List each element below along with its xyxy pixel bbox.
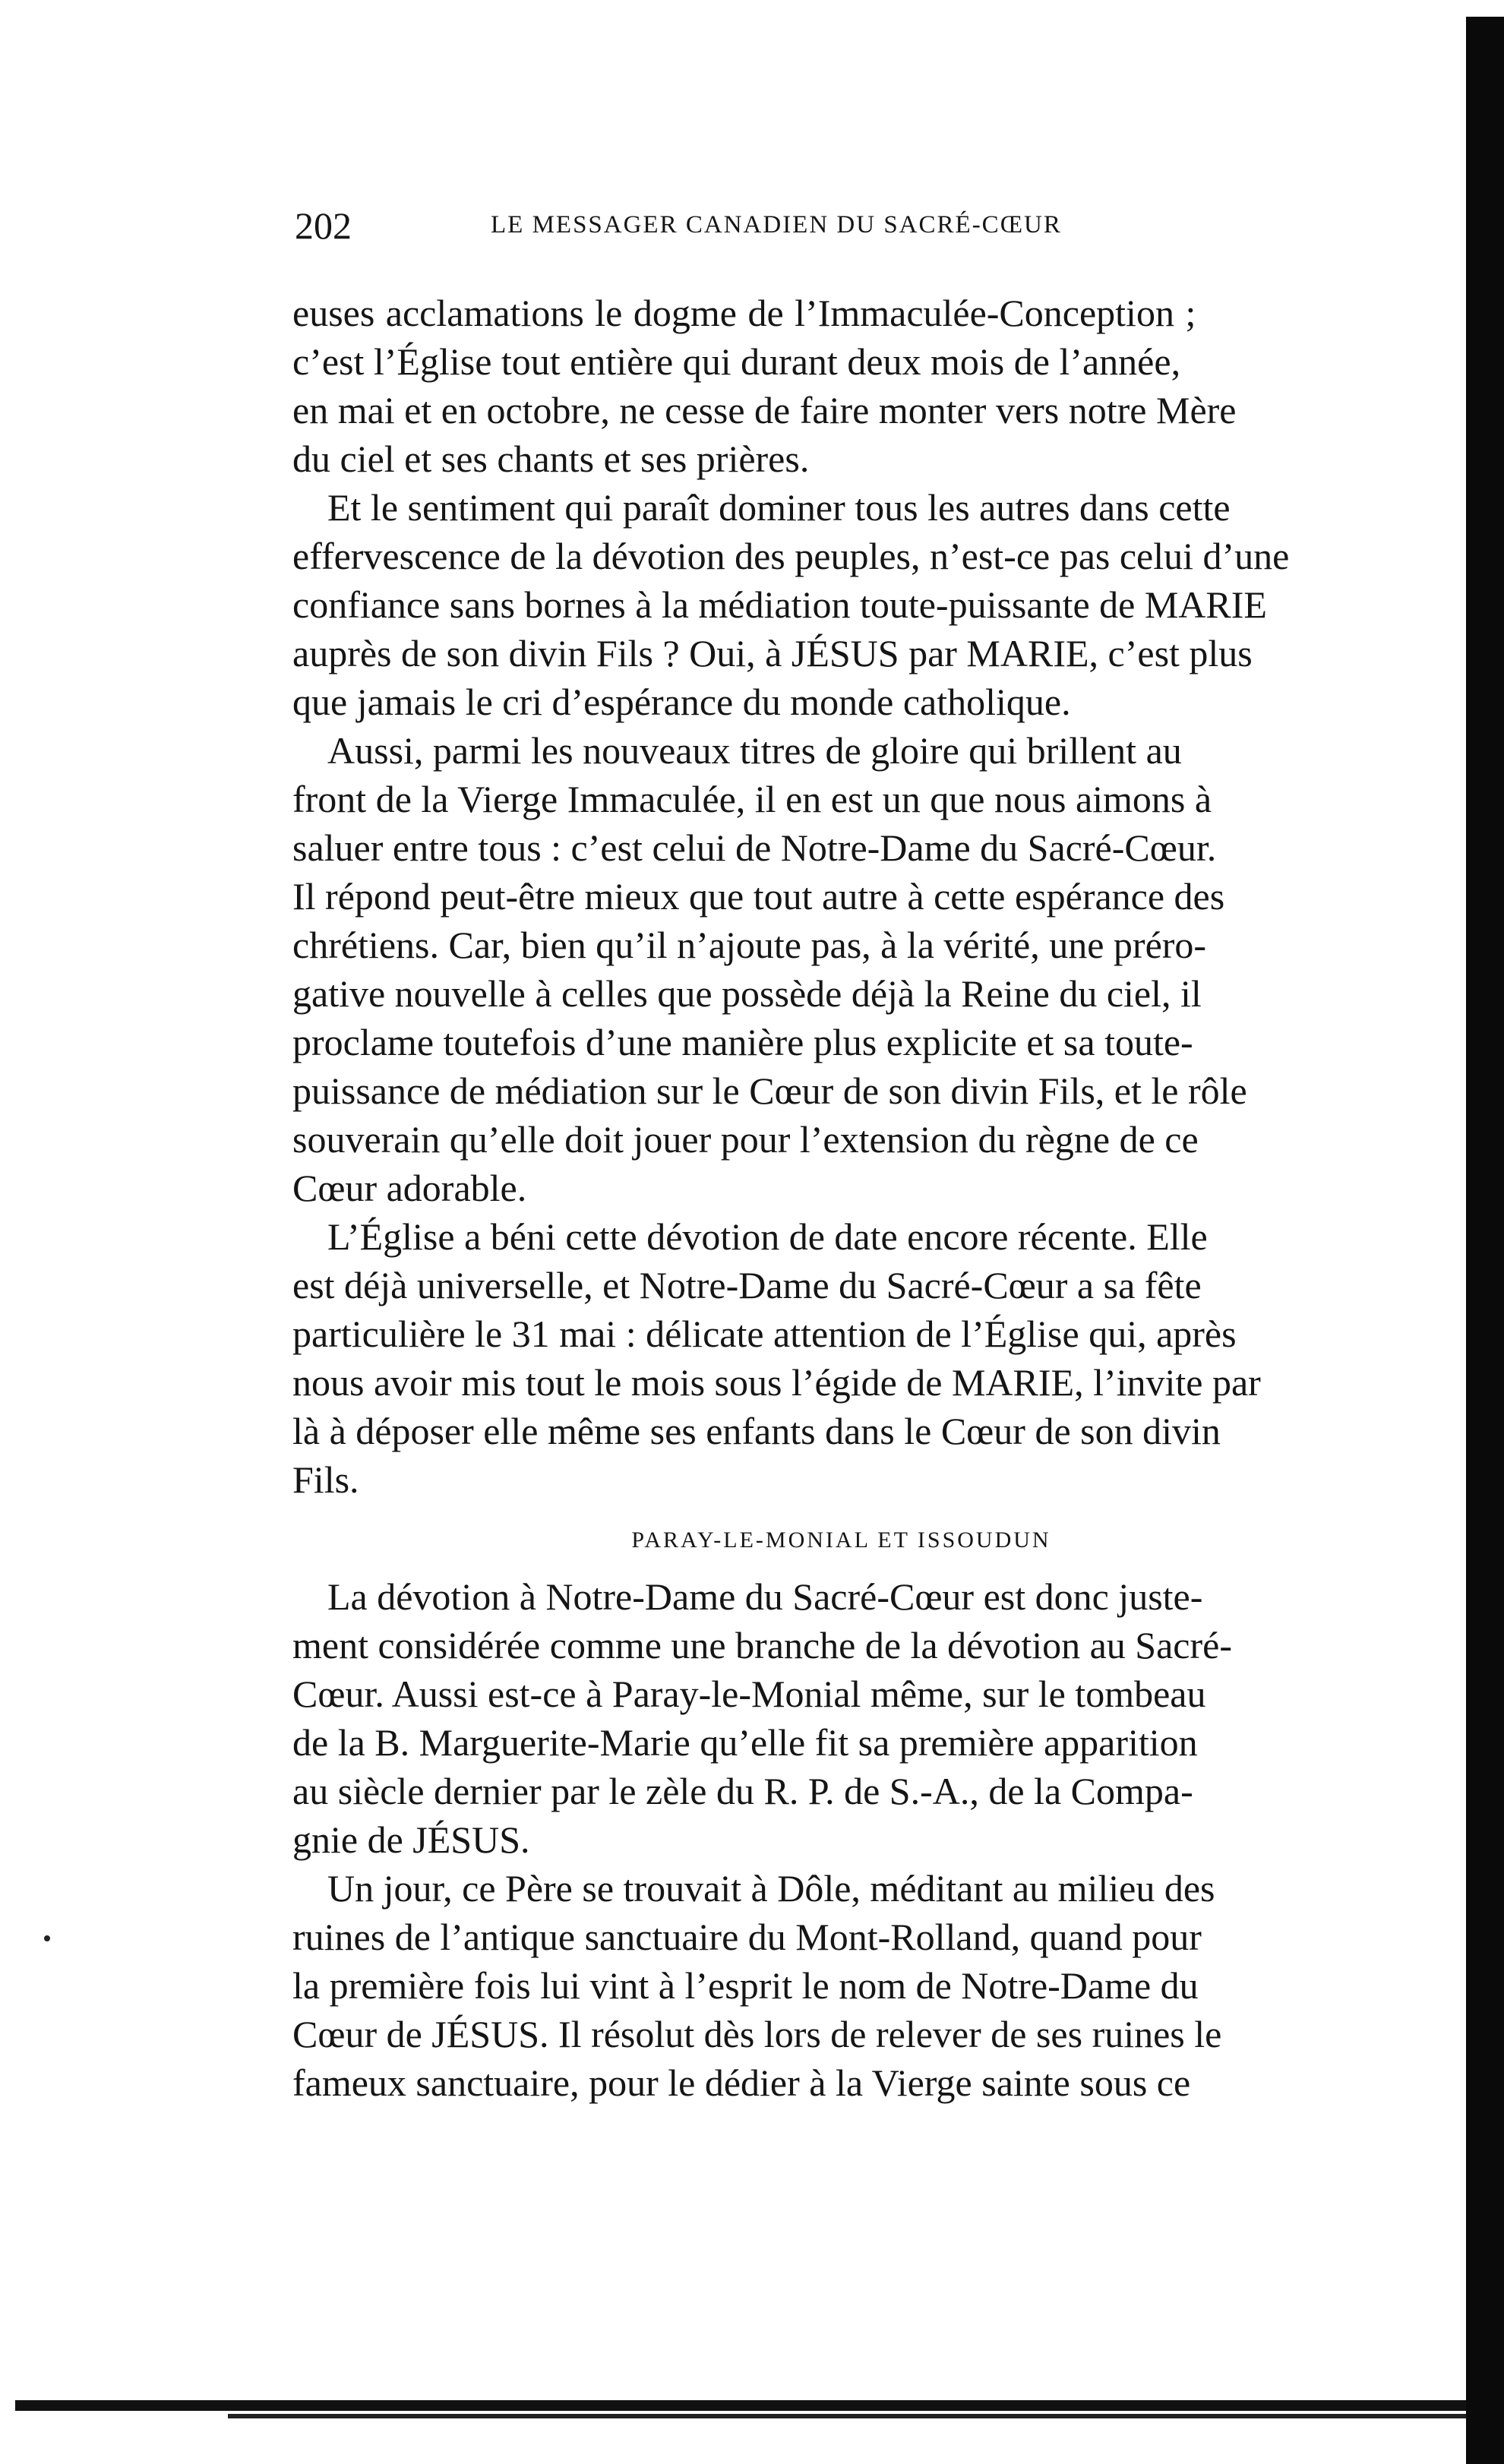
text-line: là à déposer elle même ses enfants dans le Cœur de son divin	[292, 1410, 1221, 1452]
text-line: gnie de JÉSUS.	[292, 1818, 530, 1861]
bottom-scan-border	[15, 2400, 1466, 2411]
text-line: que jamais le cri d’espérance du monde catholique.	[292, 681, 1071, 723]
ink-speck	[44, 1935, 50, 1941]
text-line: Cœur de JÉSUS. Il résolut dès lors de relever de ses ruines le	[292, 2013, 1222, 2055]
text-line: ruines de l’antique sanctuaire du Mont-Rolland, quand pour	[292, 1916, 1202, 1958]
bottom-scan-border-secondary	[228, 2414, 1466, 2418]
text-line: particulière le 31 mai : délicate attention de l’Église qui, après	[292, 1313, 1237, 1355]
text-line: Aussi, parmi les nouveaux titres de gloire qui brillent au	[327, 729, 1182, 772]
text-line: proclame toutefois d’une manière plus explicite et sa toute-	[292, 1021, 1193, 1063]
running-title: LE MESSAGER CANADIEN DU SACRÉ-CŒUR	[491, 211, 1062, 239]
text-line: ment considérée comme une branche de la dévotion au Sacré-	[292, 1624, 1232, 1666]
text-line: auprès de son divin Fils ? Oui, à JÉSUS par MARIE, c’est plus	[292, 632, 1253, 674]
text-line: en mai et en octobre, ne cesse de faire monter vers notre Mère	[292, 389, 1237, 431]
text-line: souverain qu’elle doit jouer pour l’extension du règne de ce	[292, 1118, 1199, 1161]
text-line: Fils.	[292, 1458, 359, 1501]
text-line: c’est l’Église tout entière qui durant deux mois de l’année,	[292, 340, 1181, 383]
text-line: est déjà universelle, et Notre-Dame du Sacré-Cœur a sa fête	[292, 1264, 1202, 1306]
text-line: Et le sentiment qui paraît dominer tous les autres dans cette	[327, 486, 1231, 529]
text-line: effervescence de la dévotion des peuples, n’est-ce pas celui d’une	[292, 535, 1290, 577]
text-line: chrétiens. Car, bien qu’il n’ajoute pas, à la vérité, une préro-	[292, 924, 1207, 966]
body-text	[292, 289, 1390, 2107]
text-line: la première fois lui vint à l’esprit le nom de Notre-Dame du	[292, 1964, 1199, 2007]
text-line: Cœur adorable.	[292, 1167, 527, 1209]
section-heading: PARAY-LE-MONIAL ET ISSOUDUN	[631, 1527, 1051, 1553]
text-line: Un jour, ce Père se trouvait à Dôle, méditant au milieu des	[327, 1867, 1215, 1910]
text-line: Il répond peut-être mieux que tout autre à cette espérance des	[292, 875, 1225, 918]
text-line: euses acclamations le dogme de l’Immaculée-Conception ;	[292, 292, 1196, 334]
text-line: du ciel et ses chants et ses prières.	[292, 438, 810, 480]
text-line: front de la Vierge Immaculée, il en est un que nous aimons à	[292, 778, 1212, 820]
text-line: de la B. Marguerite-Marie qu’elle fit sa première apparition	[292, 1721, 1198, 1764]
text-line: Cœur. Aussi est-ce à Paray-le-Monial même, sur le tombeau	[292, 1673, 1206, 1715]
text-line: nous avoir mis tout le mois sous l’égide de MARIE, l’invite par	[292, 1361, 1261, 1404]
text-line: La dévotion à Notre-Dame du Sacré-Cœur est donc juste-	[327, 1575, 1203, 1618]
text-line: fameux sanctuaire, pour le dédier à la Vierge sainte sous ce	[292, 2061, 1191, 2104]
page-header	[295, 204, 1465, 249]
scanned-page-edge	[1466, 17, 1504, 2464]
text-line: gative nouvelle à celles que possède déjà la Reine du ciel, il	[292, 972, 1202, 1015]
text-line: puissance de médiation sur le Cœur de son divin Fils, et le rôle	[292, 1069, 1247, 1112]
text-line: saluer entre tous : c’est celui de Notre-Dame du Sacré-Cœur.	[292, 826, 1217, 869]
text-line: confiance sans bornes à la médiation toute-puissante de MARIE	[292, 583, 1267, 626]
text-line: au siècle dernier par le zèle du R. P. de S.-A., de la Compa-	[292, 1770, 1193, 1812]
page-number: 202	[295, 204, 352, 247]
text-line: L’Église a béni cette dévotion de date encore récente. Elle	[327, 1215, 1208, 1258]
